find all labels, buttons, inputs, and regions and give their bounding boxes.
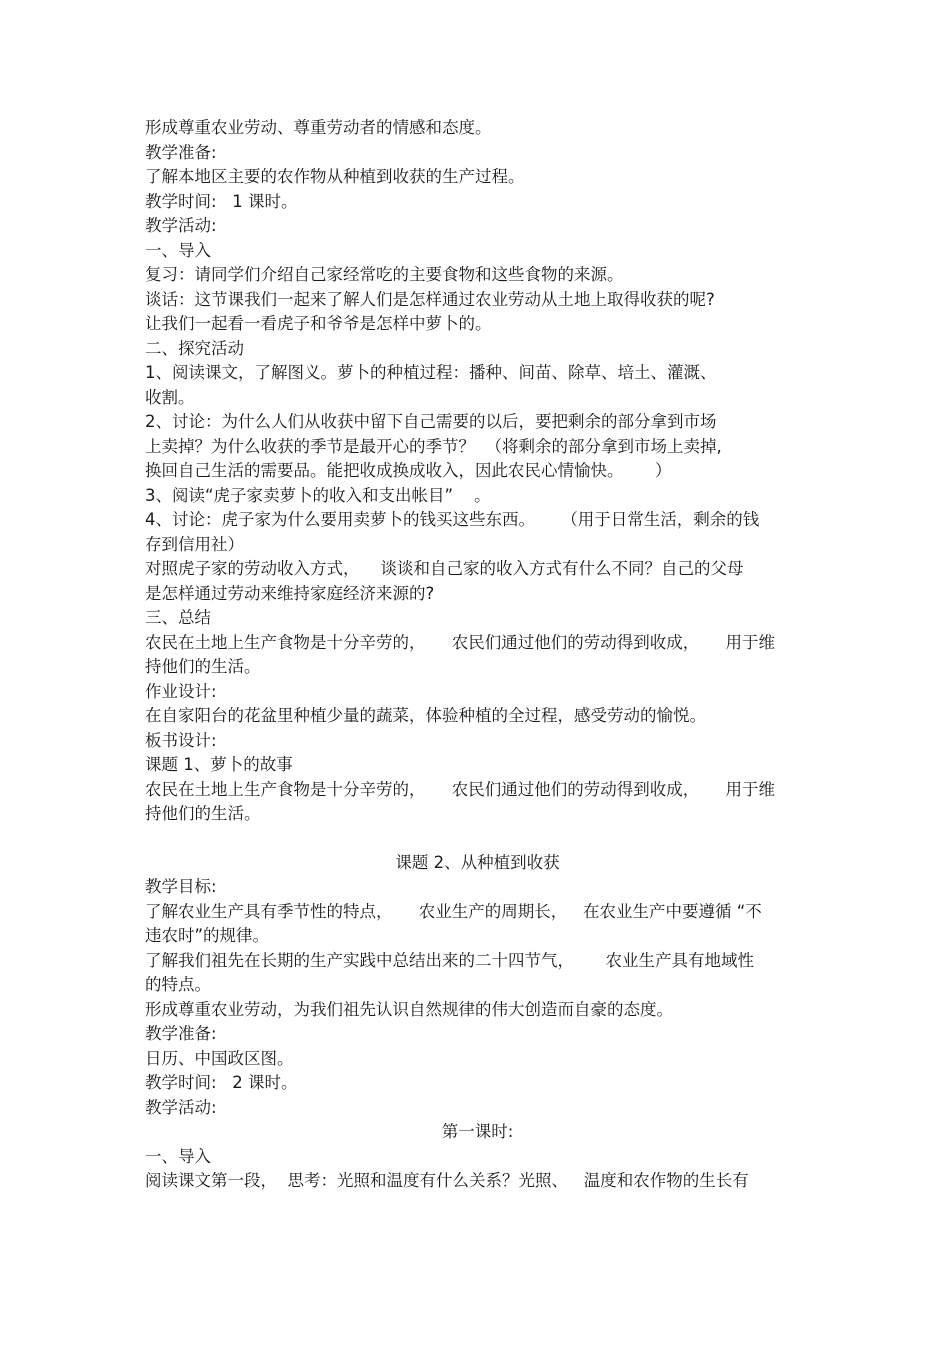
text-line: 形成尊重农业劳动、尊重劳动者的情感和态度。 <box>145 118 492 137</box>
text-line: 阅读课文第一段， 思考：光照和温度有什么关系？光照、 温度和农作物的生长有 <box>145 1171 749 1190</box>
text-line: 教学准备: <box>145 142 217 162</box>
text-line: 3、阅读“虎子家卖萝卜的收入和支出帐目” 。 <box>145 485 491 505</box>
text-line: 违农时”的规律。 <box>145 926 270 945</box>
text-line: 二、探究活动 <box>145 338 244 358</box>
text-line: 农民在土地上生产食物是十分辛劳的， 农民们通过他们的劳动得到收成， 用于维 <box>145 632 775 652</box>
text-line: 1、阅读课文，了解图义。萝卜的种植过程：播种、间苗、除草、培土、灌溉、 <box>145 363 717 382</box>
text-line: 教学准备: <box>145 1024 217 1043</box>
text-line: 教学目标: <box>145 877 217 896</box>
blank-line <box>145 827 810 851</box>
text-line: 复习：请同学们介绍自己家经常吃的主要食物和这些食物的来源。 <box>145 265 624 284</box>
text-line: 了解农业生产具有季节性的特点， 农业生产的周期长， 在农业生产中要遵循 “不 <box>145 901 762 921</box>
text-line: 2、讨论：为什么人们从收获中留下自己需要的以后，要把剩余的部分拿到市场 <box>145 412 717 431</box>
text-line: 板书设计: <box>145 730 217 750</box>
text-line: 形成尊重农业劳动，为我们祖先认识自然规律的伟大创造而自豪的态度。 <box>145 999 673 1019</box>
text-line: 教学时间: 1 课时。 <box>145 191 298 211</box>
text-line: 在自家阳台的花盆里种植少量的蔬菜，体验种植的全过程，感受劳动的愉悦。 <box>145 706 706 725</box>
text-line: 谈话：这节课我们一起来了解人们是怎样通过农业劳动从土地上取得收获的呢? <box>145 289 715 309</box>
text-line: 收割。 <box>145 387 195 407</box>
text-line: 4、讨论：虎子家为什么要用卖萝卜的钱买这些东西。 （用于日常生活，剩余的钱 <box>145 510 760 529</box>
text-line: 一、导入 <box>145 1146 211 1166</box>
text-line: 持他们的生活。 <box>145 657 261 676</box>
text-line: 换回自己生活的需要品。能把收成换成收入，因此农民心情愉快。 ） <box>145 461 672 480</box>
text-line: 持他们的生活。 <box>145 804 261 823</box>
text-line: 教学活动: <box>145 1097 217 1117</box>
text-line: 教学时间: 2 课时。 <box>145 1073 298 1092</box>
text-line: 日历、中国政区图。 <box>145 1048 294 1068</box>
text-line: 了解本地区主要的农作物从种植到收获的生产过程。 <box>145 167 525 186</box>
text-line: 对照虎子家的劳动收入方式， 谈谈和自己家的收入方式有什么不同？自己的父母 <box>145 559 744 578</box>
text-line: 课题 1、萝卜的故事 <box>145 755 293 774</box>
text-line: 存到信用社） <box>145 534 244 554</box>
text-line: 教学活动: <box>145 216 217 235</box>
text-line: 是怎样通过劳动来维持家庭经济来源的? <box>145 583 435 603</box>
document-body <box>145 116 810 1194</box>
section-heading: 课题 2、从种植到收获 <box>395 852 560 872</box>
text-line: 上卖掉？为什么收获的季节是最开心的季节？ （将剩余的部分拿到市场上卖掉, <box>145 436 722 456</box>
text-line: 三、总结 <box>145 608 211 627</box>
text-line: 农民在土地上生产食物是十分辛劳的， 农民们通过他们的劳动得到收成， 用于维 <box>145 779 775 799</box>
section-heading: 第一课时: <box>441 1122 514 1141</box>
text-line: 作业设计: <box>145 681 217 701</box>
text-line: 的特点。 <box>145 975 211 994</box>
text-line: 了解我们祖先在长期的生产实践中总结出来的二十四节气， 农业生产具有地域性 <box>145 950 754 970</box>
text-line: 一、导入 <box>145 240 211 260</box>
text-line: 让我们一起看一看虎子和爷爷是怎样中萝卜的。 <box>145 314 492 333</box>
